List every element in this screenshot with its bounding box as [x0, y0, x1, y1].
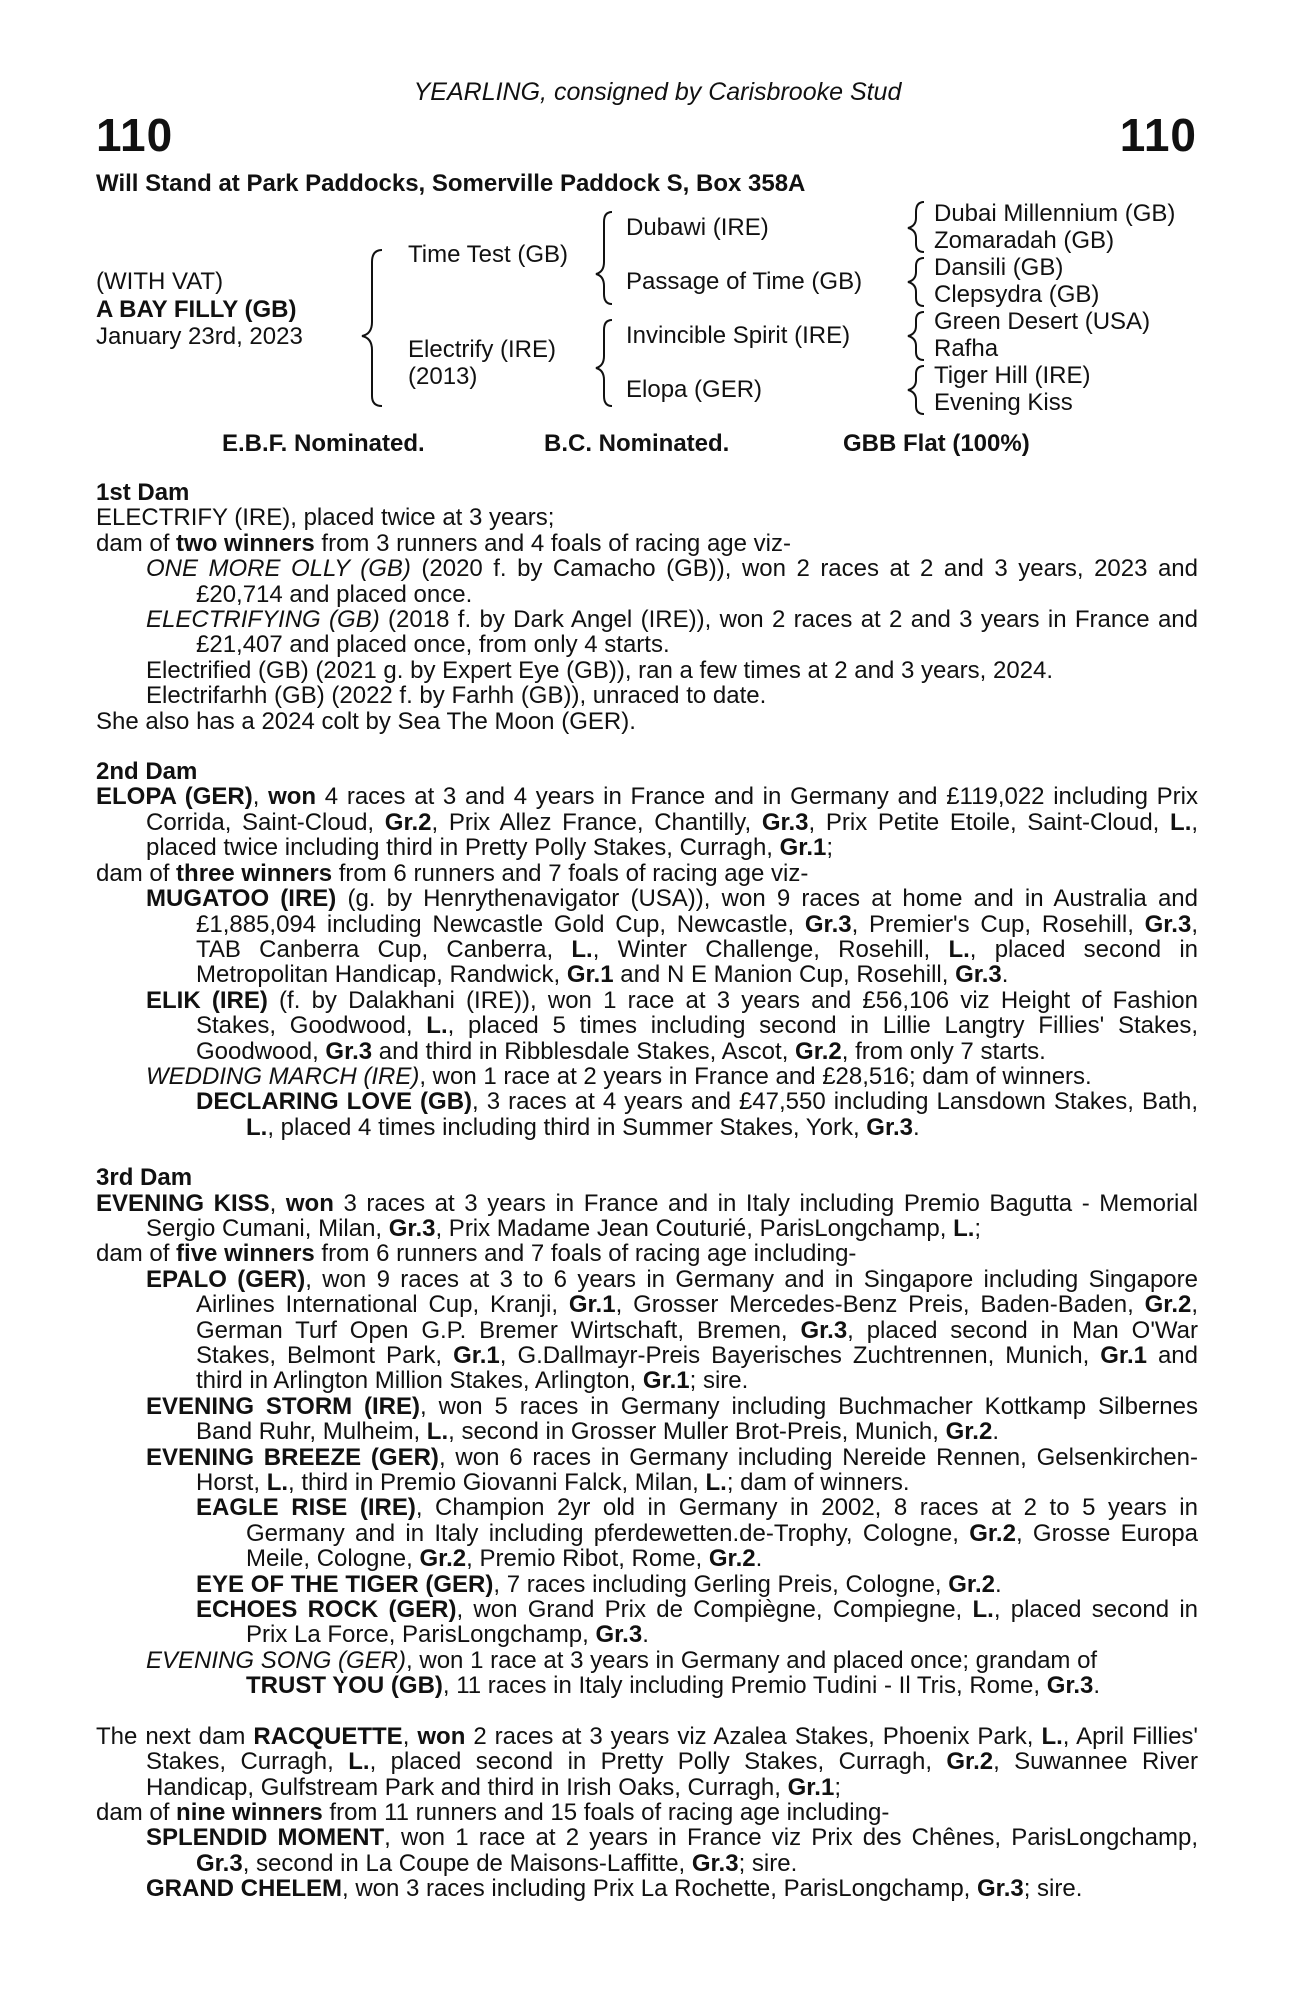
bold-text: Gr.3 [325, 1037, 373, 1065]
entry-text: , second in Grosser Muller Brot-Preis, Munich, [448, 1418, 946, 1446]
bold-text: won [268, 783, 317, 811]
pedigree-entry [96, 1572, 1198, 1597]
bold-text: Gr.2 [946, 1748, 994, 1776]
section-heading: 3rd Dam [96, 1164, 193, 1192]
entry-text: ELECTRIFY (IRE), placed twice at 3 years; [96, 504, 555, 532]
pedigree-entry [96, 505, 1198, 530]
entry-text: ; sire. [1023, 1875, 1083, 1903]
entry-text: , Prix Madame Jean Couturié, ParisLongchamp, [435, 1214, 954, 1242]
entry-text: and N E Manion Cup, Rosehill, [613, 961, 956, 989]
entry-text: (g. by Henrythenavigator (USA)), won 9 races at home and in Australia and £1,885,094 including Newcastle Gold Cup, Newcastle, [196, 885, 1199, 938]
entry-text: and third in Ribblesdale Stakes, Ascot, [372, 1037, 796, 1065]
ebf-nomination: E.B.F. Nominated. [222, 430, 425, 457]
italic-text: ELECTRIFYING (GB) [146, 606, 380, 634]
bold-text: Gr.2 [948, 1570, 995, 1598]
lot-number-right: 110 [1119, 109, 1197, 161]
entry-text: ; sire. [738, 1849, 798, 1877]
entry-text: , won 1 race at 3 years in Germany and placed once; grandam of [406, 1646, 1098, 1674]
entry-text: , third in Premio Giovanni Falck, Milan, [288, 1469, 706, 1497]
italic-text: WEDDING MARCH (IRE) [146, 1062, 420, 1090]
pedigree-ddd: Evening Kiss [934, 389, 1073, 416]
bold-text: Gr.3 [955, 961, 1002, 989]
bold-text: GRAND CHELEM [146, 1875, 342, 1903]
bold-text: Gr.1 [642, 1367, 690, 1395]
pedigree-entry [96, 1673, 1198, 1698]
bold-text: Gr.3 [977, 1875, 1024, 1903]
stand-location: Will Stand at Park Paddocks, Somerville Paddock S, Box 358A [96, 170, 806, 197]
entry-text: , won 5 races in Germany including Buchmacher Kottkamp Silbernes Band Ruhr, Mulheim, [196, 1392, 1198, 1446]
bold-text: EYE OF THE TIGER (GER) [196, 1570, 494, 1598]
pedigree-entry [96, 1445, 1198, 1496]
entry-text: , 7 races including Gerling Preis, Cologne, [493, 1570, 949, 1598]
entry-text: . [992, 1418, 999, 1446]
bold-text: nine winners [176, 1798, 323, 1826]
entry-text: , won 1 race at 2 years in France and £28,516; dam of winners. [419, 1062, 1092, 1090]
bold-text: Gr.3 [595, 1621, 643, 1649]
pedigree-dam: Electrify (IRE) [408, 336, 557, 363]
pedigree-entry [96, 988, 1198, 1064]
section-heading: 2nd Dam [96, 758, 198, 786]
bold-text: EPALO (GER) [146, 1265, 306, 1293]
bold-text: Gr.2 [969, 1519, 1016, 1547]
pedigree-sss: Dubai Millennium (GB) [934, 200, 1176, 227]
entry-text: , TAB Canberra Cup, Canberra, [196, 910, 1198, 963]
entry-text: (2018 f. by Dark Angel (IRE)), won 2 races at 2 and 3 years in France and £21,407 and placed once, from only 4 starts. [196, 606, 1198, 659]
entry-text: , won 1 race at 2 years in France viz Prix des Chênes, ParisLongchamp, [384, 1824, 1198, 1852]
bold-text: L. [348, 1748, 370, 1776]
pedigree-dam-sire: Invincible Spirit (IRE) [626, 322, 851, 349]
dam-sections [96, 480, 1198, 1927]
pedigree-sdd: Clepsydra (GB) [934, 281, 1100, 308]
lot-number-left: 110 [96, 109, 174, 161]
pedigree-entry [96, 683, 1198, 708]
pedigree-sire-dam: Passage of Time (GB) [626, 268, 863, 295]
entry-text: (2020 f. by Camacho (GB)), won 2 races at 2 and 3 years, 2023 and £20,714 and placed once. [196, 555, 1198, 608]
bold-text: two winners [176, 529, 315, 557]
bold-text: Gr.2 [384, 808, 432, 836]
pedigree-entry [96, 861, 1198, 886]
pedigree-dam-year: (2013) [408, 363, 478, 390]
entry-text: , won 6 races in Germany including Nereide Rennen, Gelsenkirchen-Horst, [196, 1443, 1198, 1497]
bold-text: L. [571, 935, 593, 963]
entry-text: ; [974, 1214, 982, 1242]
entry-text: , Grosser Mercedes-Benz Preis, Baden-Baden, [615, 1291, 1145, 1319]
bold-text: won [285, 1189, 334, 1217]
entry-text: Electrifarhh (GB) (2022 f. by Farhh (GB)), unraced to date. [146, 682, 767, 710]
bold-text: Gr.3 [804, 910, 852, 938]
entry-text: , Premier's Cup, Rosehill, [851, 910, 1145, 938]
entry-text: , won 3 races including Prix La Rochette, ParisLongchamp, [342, 1875, 978, 1903]
entry-text: . [913, 1113, 920, 1141]
entry-text: , won Grand Prix de Compiègne, Compiegne, [456, 1596, 973, 1624]
entry-text: Electrified (GB) (2021 g. by Expert Eye (GB)), ran a few times at 2 and 3 years, 2024. [146, 656, 1054, 684]
bold-text: Gr.3 [196, 1849, 243, 1877]
entry-text: , Suwannee River Handicap, Gulfstream Park and third in Irish Oaks, Curragh, [146, 1748, 1199, 1801]
bold-text: Gr.3 [800, 1316, 848, 1344]
entry-text: , placed second in Metropolitan Handicap, Randwick, [196, 935, 1198, 989]
entry-text: , from only 7 starts. [841, 1037, 1046, 1065]
bold-text: Gr.1 [1100, 1342, 1147, 1369]
entry-text: , second in La Coupe de Maisons-Laffitte, [242, 1849, 692, 1877]
entry-text: from 6 runners and 7 foals of racing age viz- [332, 859, 809, 887]
entry-text: dam of [96, 1240, 177, 1268]
entry-text: , placed 4 times including third in Summer Stakes, York, [267, 1113, 867, 1141]
bold-text: EVENING STORM (IRE) [146, 1392, 421, 1420]
bold-text: EVENING BREEZE (GER) [146, 1443, 439, 1471]
pedigree-entry [96, 1876, 1198, 1901]
bold-text: Gr.2 [795, 1037, 842, 1065]
pedigree-dam-dam: Elopa (GER) [626, 376, 763, 403]
foaling-date: January 23rd, 2023 [96, 323, 303, 350]
pedigree-entry [96, 531, 1198, 556]
bold-text: Gr.3 [1046, 1672, 1094, 1700]
entry-text: . [994, 1570, 1002, 1598]
pedigree-dss: Green Desert (USA) [934, 308, 1151, 335]
bold-text: L. [1170, 808, 1192, 836]
pedigree-entry [96, 1724, 1198, 1800]
section-heading: 1st Dam [96, 479, 190, 506]
bold-text: Gr.1 [779, 834, 827, 862]
entry-text: ; dam of winners. [726, 1469, 910, 1497]
entry-text: , placed second in Pretty Polly Stakes, Curragh, [369, 1748, 947, 1776]
bold-text: L. [972, 1596, 994, 1624]
entry-text: from 6 runners and 7 foals of racing age including- [314, 1240, 857, 1268]
italic-text: ONE MORE OLLY (GB) [146, 555, 411, 583]
bold-text: Gr.1 [568, 1291, 616, 1319]
entry-text: . [642, 1621, 649, 1649]
bold-text: three winners [176, 859, 333, 887]
pedigree-sds: Dansili (GB) [934, 254, 1064, 281]
bold-text: five winners [176, 1240, 315, 1268]
entry-text: ; sire. [689, 1367, 749, 1395]
entry-text: . [1093, 1672, 1101, 1700]
bold-text: RACQUETTE [253, 1722, 403, 1750]
pedigree-dsd: Rafha [934, 335, 999, 362]
pedigree-entry [96, 1191, 1198, 1242]
bold-text: L. [426, 1012, 448, 1040]
entry-text: dam of [96, 1798, 177, 1826]
horse-name: A BAY FILLY (GB) [96, 296, 297, 323]
entry-text: , Prix Allez France, Chantilly, [431, 808, 762, 836]
bold-text: DECLARING LOVE (GB) [196, 1088, 473, 1116]
bold-text: won [417, 1722, 466, 1750]
bold-text: Gr.2 [1144, 1291, 1192, 1319]
pedigree-entry [96, 1241, 1198, 1266]
bold-text: ELIK (IRE) [146, 986, 268, 1014]
bold-text: Gr.1 [453, 1342, 500, 1369]
entry-text: 4 races at 3 and 4 years in France and in Germany and £119,022 including Prix Corrida, Saint-Cloud, [146, 783, 1198, 836]
entry-text: , Premio Ribot, Rome, [466, 1545, 709, 1573]
bold-text: Gr.3 [761, 808, 809, 836]
bold-text: Gr.2 [419, 1545, 467, 1573]
entry-text: , April Fillies' Stakes, Curragh, [146, 1722, 1199, 1776]
pedigree-ssd: Zomaradah (GB) [934, 227, 1115, 254]
vat-note: (WITH VAT) [96, 268, 224, 295]
entry-text: , German Turf Open G.P. Bremer Wirtschaft, Bremen, [196, 1291, 1199, 1344]
bold-text: L. [1041, 1722, 1063, 1750]
entry-text: ; [834, 1773, 841, 1801]
pedigree-sire-sire: Dubawi (IRE) [626, 214, 769, 241]
dam-section [96, 1724, 1198, 1902]
bold-text: ECHOES ROCK (GER) [196, 1596, 457, 1624]
entry-text: , placed twice including third in Pretty Polly Stakes, Curragh, [146, 808, 1199, 862]
bold-text: Gr.3 [1144, 910, 1192, 938]
bold-text: TRUST YOU (GB) [246, 1672, 443, 1700]
bold-text: L. [426, 1418, 449, 1446]
entry-text: . [755, 1545, 763, 1573]
entry-text: She also has a 2024 colt by Sea The Moon (GER). [96, 707, 636, 735]
entry-text: 2 races at 3 years viz Azalea Stakes, Phoenix Park, [465, 1722, 1042, 1750]
pedigree-entry [96, 1089, 1198, 1140]
bold-text: L. [948, 935, 970, 963]
dam-section [96, 480, 1198, 734]
entry-text: . [1001, 961, 1009, 989]
entry-text: and third in Arlington Million Stakes, Arlington, [196, 1342, 1199, 1395]
entry-text: , Winter Challenge, Rosehill, [592, 935, 949, 963]
pedigree-entry [96, 1597, 1198, 1648]
bold-text: L. [266, 1469, 289, 1497]
entry-text: , 11 races in Italy including Premio Tudini - Il Tris, Rome, [442, 1672, 1047, 1700]
entry-text: (f. by Dalakhani (IRE)), won 1 race at 3 years and £56,106 viz Height of Fashion Stakes, Goodwood, [196, 986, 1199, 1040]
bold-text: Gr.1 [787, 1773, 835, 1801]
dam-section [96, 759, 1198, 1140]
bold-text: ELOPA (GER) [96, 783, 253, 811]
entry-text: , G.Dallmayr-Preis Bayerisches Zuchtrennen, Munich, [499, 1342, 1101, 1369]
bold-text: Gr.2 [945, 1418, 993, 1446]
entry-text: , Grosse Europa Meile, Cologne, [246, 1519, 1198, 1573]
entry-text: dam of [96, 529, 177, 557]
pedigree-entry [96, 556, 1198, 607]
entry-text: , 3 races at 4 years and £47,550 including Lansdown Stakes, Bath, [472, 1088, 1198, 1116]
pedigree-entry [96, 1800, 1198, 1825]
pedigree-entry [96, 1064, 1198, 1089]
pedigree-entry [96, 1394, 1198, 1445]
bold-text: EVENING KISS [96, 1189, 270, 1217]
bold-text: Gr.2 [708, 1545, 756, 1573]
entry-text: , placed second in Prix La Force, ParisLongchamp, [246, 1596, 1199, 1649]
pedigree-entry [96, 607, 1198, 658]
consignment-line: YEARLING, consigned by Carisbrooke Stud [413, 78, 902, 106]
entry-text: , Prix Petite Etoile, Saint-Cloud, [808, 808, 1171, 836]
entry-text: from 3 runners and 4 foals of racing age viz- [314, 529, 791, 557]
pedigree-entry [96, 886, 1198, 988]
pedigree-dds: Tiger Hill (IRE) [934, 362, 1091, 389]
bold-text: MUGATOO (IRE) [146, 885, 337, 913]
bold-text: SPLENDID MOMENT [146, 1824, 385, 1852]
pedigree-entry [96, 1267, 1198, 1394]
entry-text: , [402, 1722, 418, 1750]
bold-text: EAGLE RISE (IRE) [196, 1494, 416, 1522]
entry-text: , won 9 races at 3 to 6 years in Germany and in Singapore including Singapore Airlines International Cup, Kranji, [196, 1265, 1198, 1319]
pedigree-entry [96, 709, 1198, 734]
pedigree-sire: Time Test (GB) [408, 241, 569, 268]
bc-nomination: B.C. Nominated. [544, 430, 730, 457]
entry-text: , placed second in Man O'War Stakes, Belmont Park, [196, 1316, 1199, 1369]
entry-text: , placed 5 times including second in Lillie Langtry Fillies' Stakes, Goodwood, [196, 1012, 1198, 1065]
entry-text: from 11 runners and 15 foals of racing age including- [322, 1798, 890, 1826]
entry-text: , [252, 783, 269, 811]
dam-section [96, 1165, 1198, 1699]
bold-text: L. [705, 1469, 727, 1497]
bold-text: L. [953, 1214, 975, 1242]
entry-text: The next dam [96, 1722, 254, 1750]
bold-text: L. [246, 1113, 268, 1141]
italic-text: EVENING SONG (GER) [146, 1646, 407, 1674]
entry-text: dam of [96, 859, 177, 887]
entry-text: 3 races at 3 years in France and in Italy including Premio Bagutta - Memorial Sergio Cumani, Milan, [146, 1189, 1198, 1242]
entry-text: ; [826, 834, 834, 862]
bold-text: Gr.3 [866, 1113, 913, 1141]
bold-text: Gr.1 [566, 961, 614, 989]
bold-text: Gr.3 [691, 1849, 739, 1877]
gbb-flat: GBB Flat (100%) [843, 430, 1030, 457]
pedigree-entry [96, 1825, 1198, 1876]
pedigree-entry [96, 658, 1198, 683]
pedigree-entry [96, 1495, 1198, 1571]
pedigree-entry [96, 1648, 1198, 1673]
pedigree-entry [96, 784, 1198, 860]
entry-text: , Champion 2yr old in Germany in 2002, 8 races at 2 to 5 years in Germany and in Italy including pferdewetten.de-Trophy, Cologne, [246, 1494, 1198, 1547]
bold-text: Gr.3 [388, 1214, 436, 1242]
entry-text: , [269, 1189, 286, 1217]
